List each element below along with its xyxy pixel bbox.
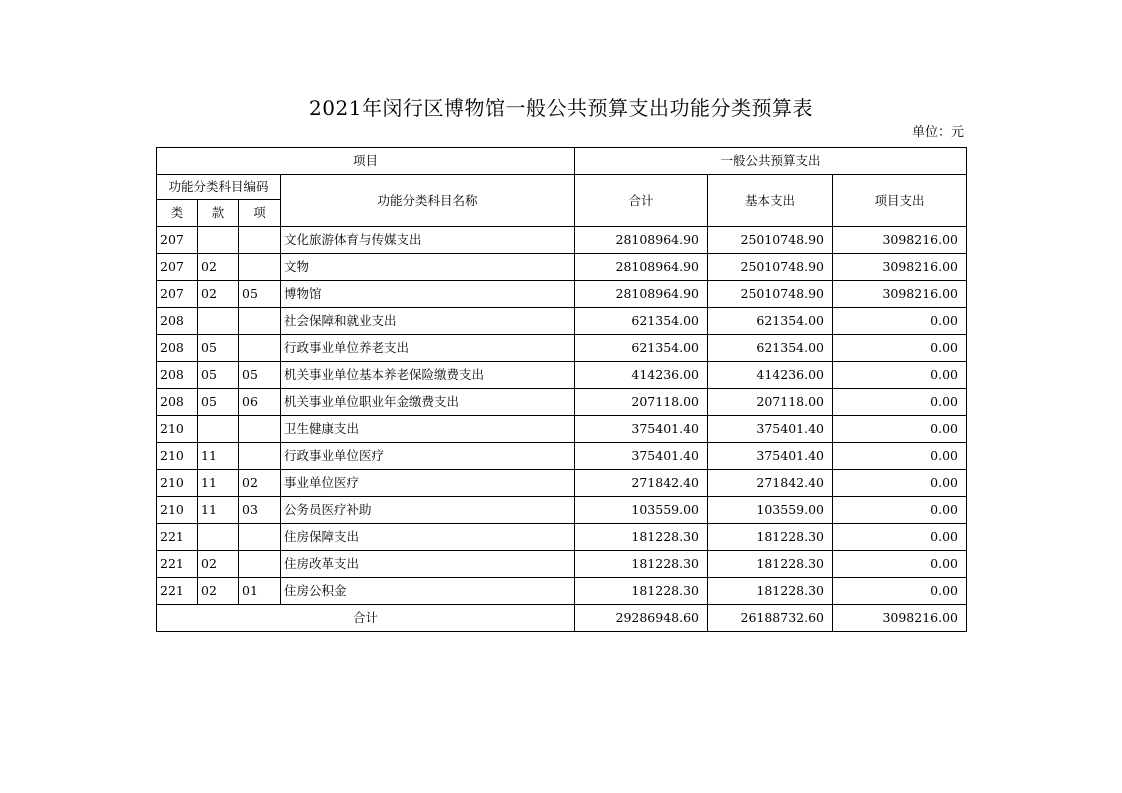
- cell-project: 0.00: [833, 308, 967, 335]
- cell-name: 卫生健康支出: [281, 416, 575, 443]
- cell-basic: 25010748.90: [708, 281, 833, 308]
- cell-xiang: 06: [239, 389, 281, 416]
- header-kuan: 款: [198, 200, 239, 227]
- cell-xiang: [239, 416, 281, 443]
- header-general-budget: 一般公共预算支出: [575, 148, 967, 175]
- cell-lei: 210: [157, 497, 198, 524]
- cell-total: 414236.00: [575, 362, 708, 389]
- cell-name: 事业单位医疗: [281, 470, 575, 497]
- table-row: [157, 524, 967, 551]
- cell-basic: 375401.40: [708, 416, 833, 443]
- cell-lei: 221: [157, 524, 198, 551]
- cell-lei: 207: [157, 254, 198, 281]
- cell-name: 文物: [281, 254, 575, 281]
- table-row: [157, 470, 967, 497]
- cell-name: 机关事业单位职业年金缴费支出: [281, 389, 575, 416]
- cell-basic: 103559.00: [708, 497, 833, 524]
- cell-kuan: 11: [198, 470, 239, 497]
- cell-project: 0.00: [833, 524, 967, 551]
- table-row: [157, 389, 967, 416]
- cell-project: 0.00: [833, 362, 967, 389]
- cell-xiang: 05: [239, 362, 281, 389]
- cell-total: 103559.00: [575, 497, 708, 524]
- header-xiang: 项: [239, 200, 281, 227]
- cell-lei: 208: [157, 335, 198, 362]
- table-row: [157, 362, 967, 389]
- cell-name: 住房改革支出: [281, 551, 575, 578]
- cell-total: 181228.30: [575, 524, 708, 551]
- total-sum: 29286948.60: [575, 605, 708, 632]
- cell-xiang: 03: [239, 497, 281, 524]
- cell-xiang: [239, 227, 281, 254]
- cell-project: 0.00: [833, 389, 967, 416]
- cell-basic: 375401.40: [708, 443, 833, 470]
- cell-project: 0.00: [833, 578, 967, 605]
- table-row: [157, 443, 967, 470]
- cell-xiang: [239, 335, 281, 362]
- unit-label: 单位：元: [911, 125, 964, 140]
- cell-xiang: [239, 308, 281, 335]
- header-lei: 类: [157, 200, 198, 227]
- cell-project: 3098216.00: [833, 281, 967, 308]
- cell-kuan: 02: [198, 281, 239, 308]
- table-row: [157, 578, 967, 605]
- cell-lei: 210: [157, 470, 198, 497]
- cell-kuan: 02: [198, 254, 239, 281]
- cell-basic: 181228.30: [708, 524, 833, 551]
- cell-project: 0.00: [833, 470, 967, 497]
- cell-basic: 181228.30: [708, 578, 833, 605]
- budget-table: [156, 147, 967, 632]
- cell-xiang: 02: [239, 470, 281, 497]
- table-row: [157, 551, 967, 578]
- cell-name: 住房公积金: [281, 578, 575, 605]
- table-row: [157, 416, 967, 443]
- cell-lei: 208: [157, 362, 198, 389]
- cell-total: 621354.00: [575, 308, 708, 335]
- cell-kuan: [198, 524, 239, 551]
- cell-lei: 210: [157, 416, 198, 443]
- table-row: [157, 497, 967, 524]
- header-total: 合计: [575, 175, 708, 227]
- cell-project: 0.00: [833, 497, 967, 524]
- cell-kuan: 02: [198, 578, 239, 605]
- cell-basic: 621354.00: [708, 335, 833, 362]
- cell-xiang: [239, 551, 281, 578]
- cell-total: 207118.00: [575, 389, 708, 416]
- cell-name: 住房保障支出: [281, 524, 575, 551]
- header-name: 功能分类科目名称: [281, 175, 575, 227]
- cell-lei: 210: [157, 443, 198, 470]
- cell-name: 行政事业单位医疗: [281, 443, 575, 470]
- cell-basic: 414236.00: [708, 362, 833, 389]
- cell-project: 3098216.00: [833, 254, 967, 281]
- table-row: [157, 254, 967, 281]
- cell-xiang: [239, 443, 281, 470]
- cell-total: 375401.40: [575, 416, 708, 443]
- cell-project: 3098216.00: [833, 227, 967, 254]
- cell-lei: 207: [157, 281, 198, 308]
- cell-total: 621354.00: [575, 335, 708, 362]
- total-row: [157, 605, 967, 632]
- cell-name: 文化旅游体育与传媒支出: [281, 227, 575, 254]
- cell-xiang: [239, 254, 281, 281]
- cell-basic: 25010748.90: [708, 227, 833, 254]
- cell-basic: 207118.00: [708, 389, 833, 416]
- cell-lei: 221: [157, 551, 198, 578]
- cell-basic: 621354.00: [708, 308, 833, 335]
- cell-kuan: 11: [198, 443, 239, 470]
- header-project: 项目支出: [833, 175, 967, 227]
- table-row: [157, 335, 967, 362]
- cell-lei: 207: [157, 227, 198, 254]
- cell-kuan: 05: [198, 335, 239, 362]
- header-row-2: [157, 175, 967, 200]
- cell-name: 社会保障和就业支出: [281, 308, 575, 335]
- total-project: 3098216.00: [833, 605, 967, 632]
- cell-xiang: 01: [239, 578, 281, 605]
- header-code-group: 功能分类科目编码: [157, 175, 281, 200]
- cell-name: 机关事业单位基本养老保险缴费支出: [281, 362, 575, 389]
- total-basic: 26188732.60: [708, 605, 833, 632]
- cell-basic: 181228.30: [708, 551, 833, 578]
- table-row: [157, 308, 967, 335]
- total-label: 合计: [157, 605, 575, 632]
- cell-total: 375401.40: [575, 443, 708, 470]
- table-row: [157, 281, 967, 308]
- cell-kuan: [198, 416, 239, 443]
- cell-total: 28108964.90: [575, 254, 708, 281]
- cell-total: 181228.30: [575, 551, 708, 578]
- cell-name: 公务员医疗补助: [281, 497, 575, 524]
- cell-kuan: 02: [198, 551, 239, 578]
- header-row-1: [157, 148, 967, 175]
- cell-project: 0.00: [833, 416, 967, 443]
- header-basic: 基本支出: [708, 175, 833, 227]
- cell-name: 行政事业单位养老支出: [281, 335, 575, 362]
- cell-kuan: [198, 227, 239, 254]
- cell-project: 0.00: [833, 551, 967, 578]
- cell-project: 0.00: [833, 443, 967, 470]
- cell-total: 28108964.90: [575, 281, 708, 308]
- cell-kuan: 11: [198, 497, 239, 524]
- cell-project: 0.00: [833, 335, 967, 362]
- cell-name: 博物馆: [281, 281, 575, 308]
- cell-total: 28108964.90: [575, 227, 708, 254]
- cell-lei: 208: [157, 308, 198, 335]
- cell-lei: 221: [157, 578, 198, 605]
- cell-basic: 271842.40: [708, 470, 833, 497]
- cell-basic: 25010748.90: [708, 254, 833, 281]
- cell-kuan: [198, 308, 239, 335]
- header-item: 项目: [157, 148, 575, 175]
- cell-xiang: 05: [239, 281, 281, 308]
- table-row: [157, 227, 967, 254]
- page-title: 2021年闵行区博物馆一般公共预算支出功能分类预算表: [309, 96, 813, 120]
- cell-xiang: [239, 524, 281, 551]
- cell-kuan: 05: [198, 362, 239, 389]
- cell-total: 271842.40: [575, 470, 708, 497]
- cell-lei: 208: [157, 389, 198, 416]
- cell-kuan: 05: [198, 389, 239, 416]
- cell-total: 181228.30: [575, 578, 708, 605]
